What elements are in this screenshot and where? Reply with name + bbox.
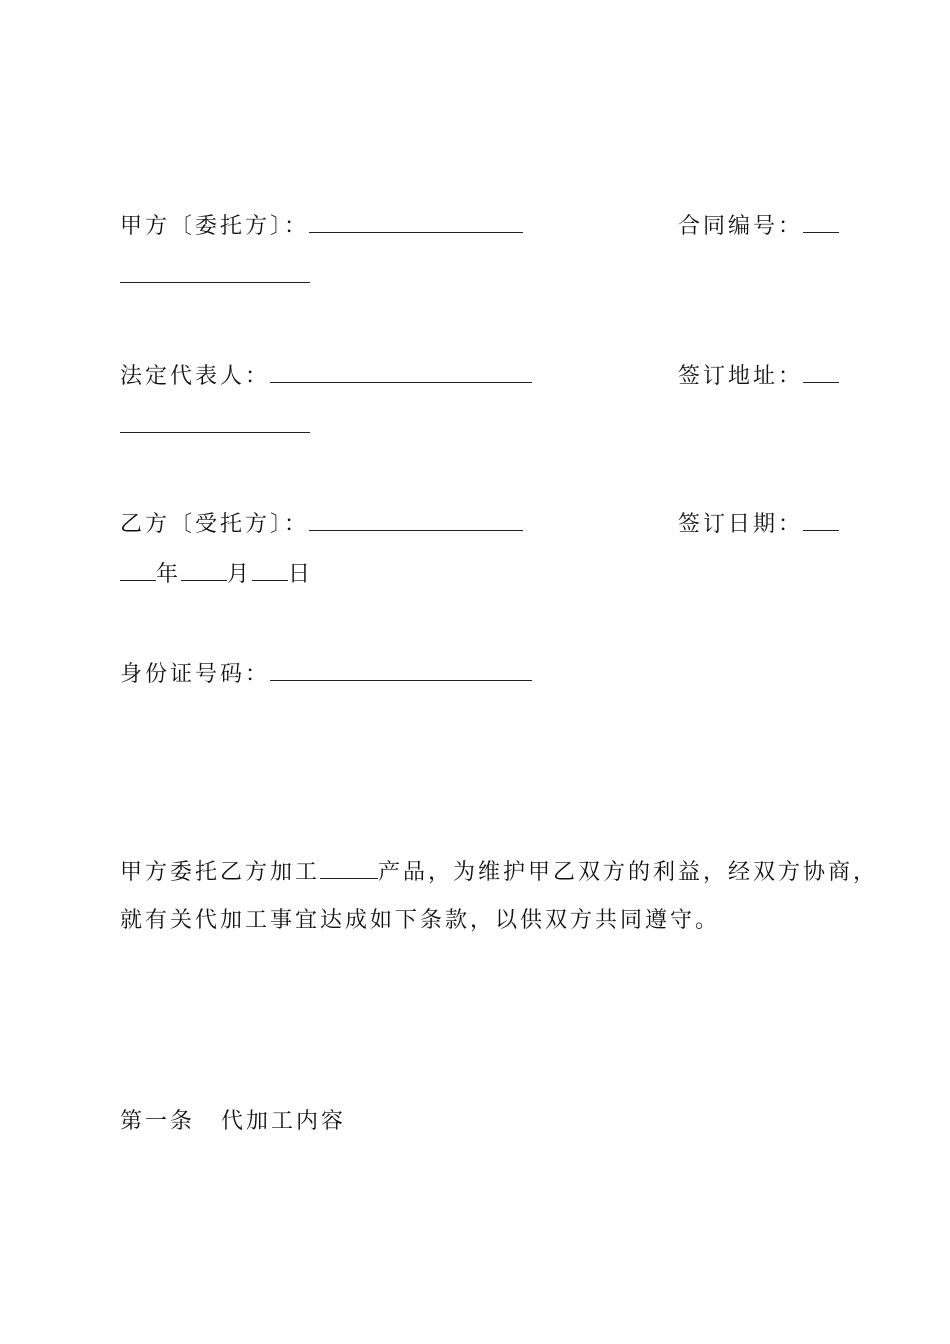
intro-text-a: 甲方委托乙方加工 [120, 860, 321, 885]
month-blank[interactable] [181, 560, 227, 581]
contract-no-blank[interactable] [803, 212, 839, 233]
sign-date-label: 签订日期： [678, 512, 804, 537]
article-1-title: 代加工内容 [221, 1109, 347, 1134]
contract-no-blank-continued[interactable] [120, 262, 310, 283]
legal-rep-blank[interactable] [270, 362, 532, 383]
id-no-label: 身份证号码： [120, 662, 271, 687]
party-a-row [120, 212, 523, 242]
party-b-row [120, 510, 523, 540]
month-label: 月 [227, 562, 253, 587]
sign-place-blank-continued[interactable] [120, 412, 310, 433]
intro-text-b: 产品，为维护甲乙双方的利益，经双方协商， [378, 860, 879, 885]
party-b-blank[interactable] [309, 510, 523, 531]
party-a-label: 甲方〔委托方〕： [120, 214, 310, 239]
contract-no-continuation [120, 262, 310, 292]
legal-rep-label: 法定代表人： [120, 364, 271, 389]
sign-date-blank[interactable] [803, 510, 839, 531]
article-1-heading [120, 1107, 346, 1137]
year-label: 年 [156, 562, 182, 587]
legal-rep-row [120, 362, 532, 392]
intro-text-line-2: 就有关代加工事宜达成如下条款，以供双方共同遵守。 [120, 908, 721, 933]
sign-date-continuation [120, 560, 313, 590]
contract-no-label: 合同编号： [678, 214, 804, 239]
sign-date-row [678, 510, 839, 540]
sign-place-continuation [120, 412, 310, 442]
product-blank[interactable] [320, 858, 378, 879]
sign-place-row [678, 362, 839, 392]
party-b-label: 乙方〔受托方〕： [120, 512, 310, 537]
sign-place-blank[interactable] [803, 362, 839, 383]
party-a-blank[interactable] [309, 212, 523, 233]
year-blank[interactable] [120, 560, 156, 581]
day-blank[interactable] [252, 560, 288, 581]
day-label: 日 [288, 562, 314, 587]
id-no-blank[interactable] [270, 660, 532, 681]
sign-place-label: 签订地址： [678, 364, 804, 389]
id-no-row [120, 660, 532, 690]
intro-line-2 [120, 906, 720, 936]
intro-line-1 [120, 858, 878, 888]
article-1-number: 第一条 [120, 1109, 196, 1134]
contract-no-row [678, 212, 839, 242]
